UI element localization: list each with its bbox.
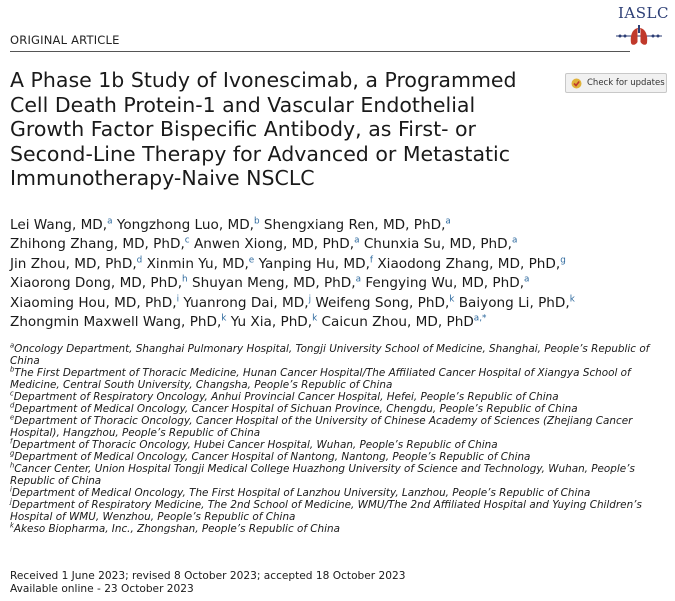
author: Xiaodong Zhang, MD, PhD,$^g$ [377,255,566,272]
affiliation-marker: a [10,341,15,350]
affiliation-marker: h [10,461,15,470]
author-affiliation-link[interactable]: a [354,235,360,246]
article-title: A Phase 1b Study of Ivonescimab, a Programmed Cell Death Protein-1 and Vascular Endothelial Growth Factor Bispecific Antibody, as First- or Second-Line Therapy for Advanced or Metastatic Immunotherapy-Naive NSCLC [10,68,517,190]
author: Baiyong Li, PhD,$^k$ [458,294,575,311]
affiliation-marker: g [10,449,15,458]
author-affiliation-link[interactable]: f [369,255,374,266]
author-affiliation-link[interactable]: b [253,216,260,227]
author-list [10,216,665,332]
section-header [10,33,665,53]
author-affiliation-link[interactable]: c [184,235,190,246]
affiliation-item: $^k$Akeso Biopharma, Inc., Zhongshan, People’s Republic of China [10,521,340,535]
author: Fengying Wu, MD, PhD,$^a$ [365,274,530,292]
logo-text: IASLC [618,4,669,22]
author-affiliation-link[interactable]: i [176,294,180,305]
check-for-updates-button[interactable] [565,73,667,93]
author: Caicun Zhou, MD, PhD$^{a,*}$ [321,313,487,331]
affiliation-item: $^b$The First Department of Thoracic Medicine, Hunan Cancer Hospital/The Affiliated Cancer Hospital of Xiangya School of Medicine, Central South University, Changsha, People’s Republic of China [10,365,631,391]
affiliation-marker: e [10,413,15,422]
affiliation-item: $^i$Department of Medical Oncology, The First Hospital of Lanzhou University, Lanzhou, People’s Republic of China [10,485,591,499]
author-affiliation-link[interactable]: a [355,274,361,285]
affiliation-item: $^d$Department of Medical Oncology, Cancer Hospital of Sichuan Province, Chengdu, People’s Republic of China [10,401,578,415]
author: Xiaoming Hou, MD, PhD,$^i$ [10,294,180,311]
author-affiliation-link[interactable]: e [248,255,255,266]
author: Yu Xia, PhD,$^k$ [230,313,318,331]
author: Lei Wang, MD,$^a$ [10,216,113,233]
author: Yongzhong Luo, MD,$^b$ [116,216,260,233]
author: Shuyan Meng, MD, PhD,$^a$ [191,274,361,292]
author: Anwen Xiong, MD, PhD,$^a$ [193,235,360,253]
publication-dates [10,570,665,595]
affiliation-item: $^c$Department of Respiratory Oncology, Anhui Provincial Cancer Hospital, Hefei, People’s Republic of China [10,389,559,403]
author-affiliation-link[interactable]: a,* [473,313,487,324]
affiliation-item: $^j$Department of Respiratory Medicine, The 2nd School of Medicine, WMU/The 2nd Affiliated Hospital and Yuying Children’s Hospital of WMU, Wenzhou, People’s Republic of China [10,497,642,523]
affiliation-marker: k [10,521,14,530]
check-for-updates-label: Check for updates [587,78,665,88]
affiliation-marker: b [10,365,15,374]
header-divider [10,51,630,52]
author-affiliation-link[interactable]: a [511,235,518,246]
author: Zhihong Zhang, MD, PhD,$^c$ [10,235,190,253]
author: Xinmin Yu, MD,$^e$ [146,255,255,272]
author: Chunxia Su, MD, PhD,$^a$ [363,235,518,253]
affiliation-item: $^a$Oncology Department, Shanghai Pulmonary Hospital, Tongji University School of Medicine, Shanghai, People’s Republic of China [10,341,650,367]
affiliation-marker: c [10,389,14,398]
author-affiliation-link[interactable]: a [445,216,451,227]
affiliation-item: $^g$Department of Medical Oncology, Cancer Hospital of Nantong, Nantong, People’s Republic of China [10,449,531,463]
author-affiliation-link[interactable]: a [524,274,530,285]
author: Xiaorong Dong, MD, PhD,$^h$ [10,274,188,292]
author: Shengxiang Ren, MD, PhD,$^a$ [263,216,451,233]
author: Yuanrong Dai, MD,$^j$ [183,294,312,311]
affiliation-marker: f [10,437,13,446]
author-affiliation-link[interactable]: k [569,294,575,305]
affiliation-marker: i [10,485,12,494]
author: Yanping Hu, MD,$^f$ [258,255,374,272]
author-affiliation-link[interactable]: k [312,313,318,324]
author-affiliation-link[interactable]: j [308,294,312,305]
author-affiliation-link[interactable]: a [107,216,113,227]
affiliation-item: $^f$Department of Thoracic Oncology, Hubei Cancer Hospital, Wuhan, People’s Republic of China [10,437,498,451]
author: Weifeng Song, PhD,$^k$ [315,294,455,311]
author-affiliation-link[interactable]: k [449,294,455,305]
affiliation-marker: j [10,497,12,506]
author-affiliation-link[interactable]: d [136,255,143,266]
author: Jin Zhou, MD, PhD,$^d$ [10,255,143,272]
available-online-date: Available online - 23 October 2023 [10,582,194,595]
author-affiliation-link[interactable]: h [182,274,188,285]
received-dates: Received 1 June 2023; revised 8 October 2023; accepted 18 October 2023 [10,570,406,582]
author-affiliation-link[interactable]: k [221,313,227,324]
affiliation-item: $^e$Department of Thoracic Oncology, Cancer Hospital of the University of Chinese Academy of Sciences (Zhejiang Cancer Hospital), Hangzhou, People’s Republic of China [10,413,633,439]
affiliation-item: $^h$Cancer Center, Union Hospital Tongji Medical College Huazhong University of Science and Technology, Wuhan, People’s Republic of China [10,461,635,487]
affiliation-marker: d [10,401,15,410]
affiliation-list [10,343,665,535]
section-label: ORIGINAL ARTICLE [10,33,120,47]
author-affiliation-link[interactable]: g [560,255,566,266]
crossmark-icon [571,78,582,89]
author: Zhongmin Maxwell Wang, PhD,$^k$ [10,313,227,331]
